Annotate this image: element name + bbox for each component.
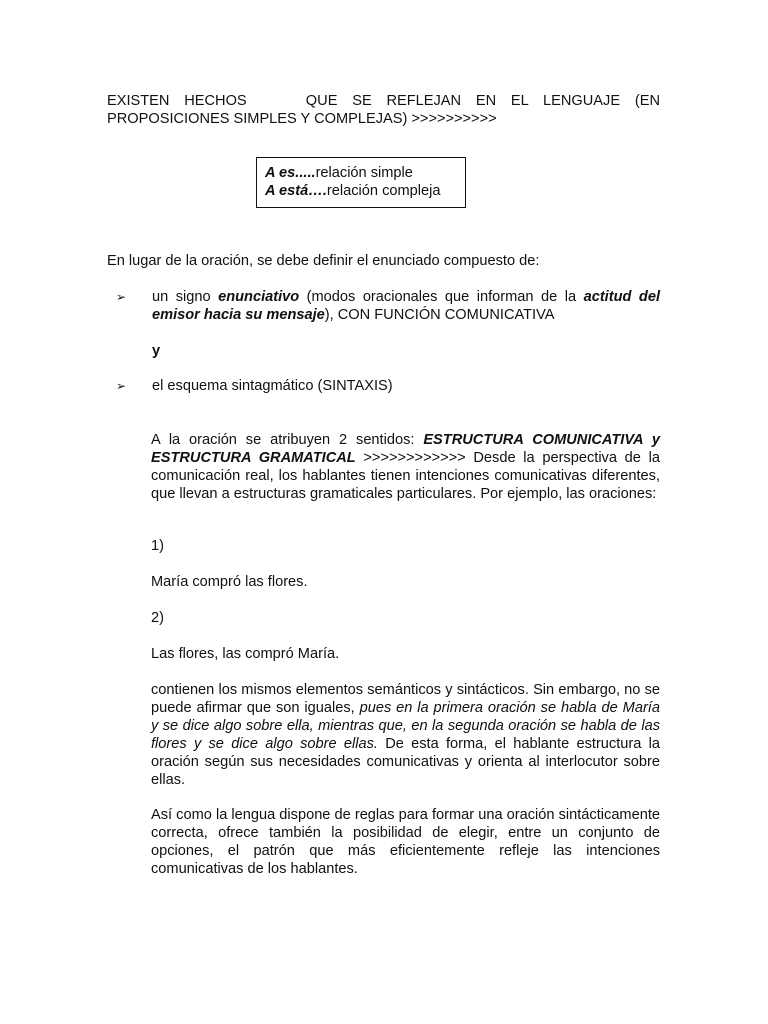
relation-complex-row [265, 182, 465, 200]
para1-term-estructuras: ESTRUCTURA COMUNICATIVA y ESTRUCTURA GRAMATICAL [151, 432, 660, 466]
relation-complex-text: relación compleja [326, 183, 441, 199]
bullet1-text-c: ), CON FUNCIÓN COMUNICATIVA [324, 307, 555, 323]
heading-line-1: EXISTEN HECHOS QUE SE REFLEJAN EN EL LENGUAJE (EN [107, 93, 660, 109]
para1-text-a: A la oración se atribuyen 2 sentidos: [151, 432, 424, 448]
para1-text-b: >>>>>>>>>>>> Desde la perspectiva de la comunicación real, los hablantes tienen intenciones comunicativas diferentes, que llevan a estructuras gramaticales particulares. Por ejemplo, las oraciones: [151, 450, 660, 502]
example-1-sentence: María compró las flores. [151, 574, 308, 590]
bullet1-term-enunciativo: enunciativo [218, 289, 300, 305]
paragraph-comparison [151, 681, 660, 789]
bullet-arrow-icon: ➢ [116, 290, 127, 304]
example-1-number: 1) [151, 538, 164, 554]
connector-y: y [152, 343, 161, 359]
bullet1-term-actitud: actitud del emisor hacia su mensaje [152, 289, 660, 323]
para2-text-a: contienen los mismos elementos semánticos y sintácticos. Sin embargo, no se puede afirmar que son iguales, [151, 682, 660, 716]
relation-complex-term: A está…. [265, 183, 327, 199]
relation-simple-term: A es..... [265, 165, 316, 181]
bullet-arrow-icon: ➢ [116, 379, 127, 393]
relation-simple-row [265, 164, 465, 182]
paragraph-conclusion: Así como la lengua dispone de reglas para formar una oración sintácticamente correcta, ofrece también la posibilidad de elegir, entre un conjunto de opciones, el patrón que más eficientemente refleje las intenciones comunicativas de los hablantes. [151, 807, 660, 877]
intro-text: En lugar de la oración, se debe definir el enunciado compuesto de: [107, 253, 540, 269]
example-2-number: 2) [151, 610, 164, 626]
heading-line-2: PROPOSICIONES SIMPLES Y COMPLEJAS) >>>>>>>>>> [107, 111, 497, 127]
bullet-item-2: el esquema sintagmático (SINTAXIS) [152, 378, 393, 394]
bullet-item-1 [152, 288, 660, 324]
bullet1-text-a: un signo [152, 289, 219, 305]
para2-text-b: De esta forma, el hablante estructura la oración según sus necesidades comunicativas y orienta al interlocutor sobre ellas. [151, 736, 660, 788]
example-2-sentence: Las flores, las compró María. [151, 646, 340, 662]
relation-box [256, 157, 466, 208]
para2-italic: pues en la primera oración se habla de María y se dice algo sobre ella, mientras que, en la segunda oración se habla de las flores y se dice algo sobre ellas. [151, 700, 660, 752]
relation-simple-text: relación simple [315, 165, 413, 181]
bullet1-text-b: (modos oracionales que informan de la [299, 289, 584, 305]
paragraph-sentidos [151, 431, 660, 503]
